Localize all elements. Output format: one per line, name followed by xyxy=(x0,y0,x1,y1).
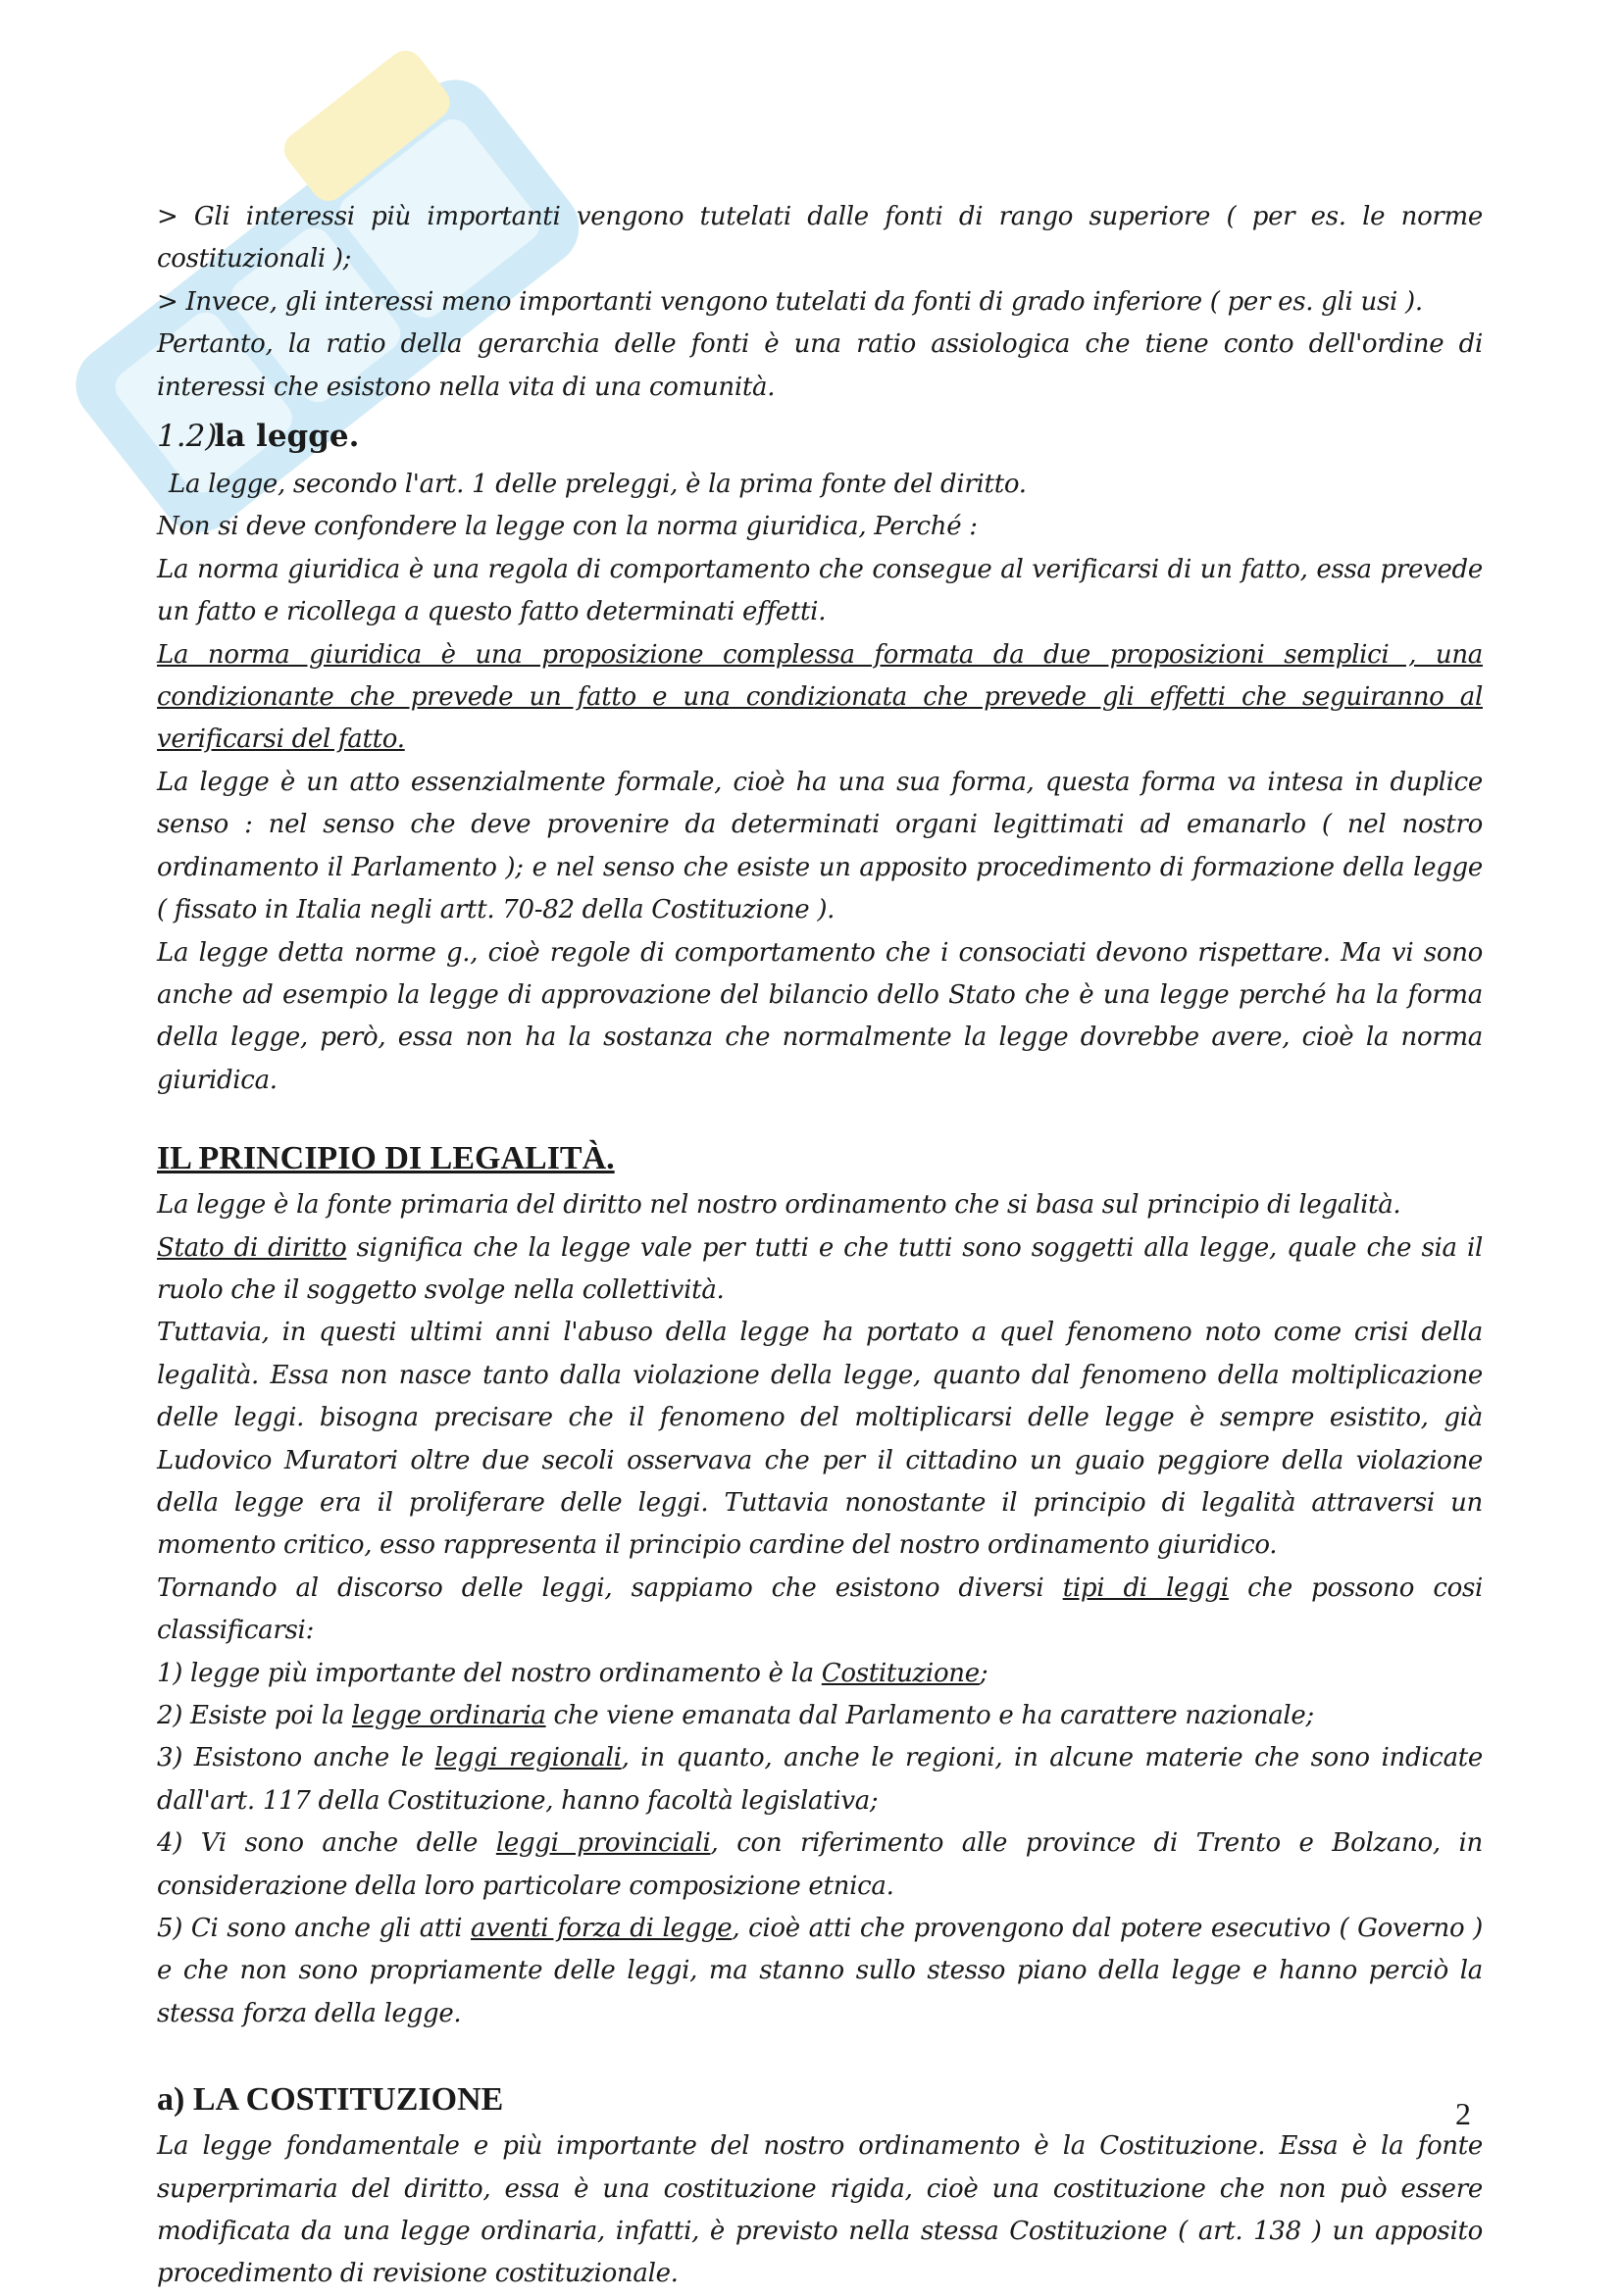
paragraph xyxy=(157,1227,1483,1313)
list-item xyxy=(157,1737,1483,1822)
text-run: ; xyxy=(979,1658,988,1688)
section-heading-legge xyxy=(157,409,1483,464)
list-item xyxy=(157,1695,1483,1737)
underlined-term: Stato di diritto xyxy=(157,1232,347,1263)
paragraph: Non si deve confondere la legge con la norma giuridica, Perché : xyxy=(157,512,978,542)
text-run: , in quanto, anche le regioni, in alcune materie che sono indicate dall'art. 117 della Costituzione, hanno facoltà legislativa; xyxy=(157,1743,1484,1816)
section-title: la legge. xyxy=(214,419,360,455)
section-heading-legalita: IL PRINCIPIO DI LEGALITÀ. xyxy=(157,1140,615,1177)
text-run: 3) Esistono anche le xyxy=(157,1743,435,1773)
paragraph xyxy=(157,1568,1483,1653)
list-item xyxy=(157,1653,1483,1695)
text-run: che possono cosi classificarsi: xyxy=(157,1572,1483,1646)
text-run: significa che la legge vale per tutti e che tutti sono soggetti alla legge, quale che sia il ruolo che il soggetto svolge nella collettività. xyxy=(157,1232,1483,1305)
underlined-term: leggi provinciali xyxy=(495,1828,711,1859)
underlined-text: La norma giuridica è una proposizione complessa formata da due proposizioni semplici , una condizionante che prevede un fatto e una condizionata che prevede gli effetti che seguiranno al verificarsi del fatto. xyxy=(157,639,1483,755)
underlined-term: leggi regionali xyxy=(434,1743,622,1773)
paragraph: Pertanto, la ratio della gerarchia delle fonti è una ratio assiologica che tiene conto dell'ordine di interessi che esistono nella vita di una comunità. xyxy=(157,329,1483,402)
section-heading-costituzione: a) LA COSTITUZIONE xyxy=(157,2081,504,2119)
paragraph: La legge è la fonte primaria del diritto nel nostro ordinamento che si basa sul principio di legalità. xyxy=(157,1190,1401,1221)
underlined-term: legge ordinaria xyxy=(351,1701,546,1730)
paragraph: Tuttavia, in questi ultimi anni l'abuso della legge ha portato a quel fenomeno noto come crisi della legalità. Essa non nasce tanto dalla violazione della legge, quanto dal fenomeno della moltiplicazione delle leggi. bisogna precisare che il fenomeno del moltiplicarsi delle legge è sempre esistito, già Ludovico Muratori oltre due secoli osservava che per il cittadino un guaio peggiore della violazione della legge era il proliferare delle leggi. Tuttavia nonostante il principio di legalità attraversi un momento critico, esso rappresenta il principio cardine del nostro ordinamento giuridico. xyxy=(157,1318,1483,1561)
underlined-term: aventi forza di legge xyxy=(471,1914,733,1944)
paragraph: La norma giuridica è una regola di comportamento che consegue al verificarsi di un fatto, essa prevede un fatto e ricollega a questo fatto determinati effetti. xyxy=(157,554,1483,627)
section-number: 1.2) xyxy=(157,419,218,455)
list-item xyxy=(157,1908,1483,2035)
paragraph-underlined xyxy=(157,634,1483,762)
text-run: 2) Esiste poi la xyxy=(157,1701,352,1730)
text-run: 5) Ci sono anche gli atti xyxy=(157,1914,472,1944)
paragraph: La legge fondamentale e più importante del nostro ordinamento è la Costituzione. Essa è la fonte superprimaria del diritto, essa è una costituzione rigida, cioè una costituzione che non può essere modificata da una legge ordinaria, infatti, è previsto nella stessa Costituzione ( art. 138 ) un apposito procedimento di revisione costituzionale. xyxy=(157,2131,1483,2289)
text-run: Tornando al discorso delle leggi, sappiamo che esistono diversi xyxy=(157,1572,1063,1603)
paragraph: > Gli interessi più importanti vengono tutelati dalle fonti di rango superiore ( per es. le norme costituzionali ); xyxy=(157,202,1483,275)
text-run: 4) Vi sono anche delle xyxy=(157,1828,496,1859)
page-number: 2 xyxy=(1455,2096,1471,2131)
text-run: , cioè atti che provengono dal potere esecutivo ( Governo ) e che non sono propriamente delle leggi, ma stanno sullo stesso piano della legge e hanno perciò la stessa forza della legge. xyxy=(157,1914,1483,2028)
text-run: che viene emanata dal Parlamento e ha carattere nazionale; xyxy=(545,1701,1314,1730)
page-content xyxy=(157,196,1483,2296)
paragraph: La legge detta norme g., cioè regole di comportamento che i consociati devono rispettare. Ma vi sono anche ad esempio la legge di approvazione del bilancio dello Stato che è una legge perché ha la forma della legge, però, essa non ha la sostanza che normalmente la legge dovrebbe avere, cioè la norma giuridica. xyxy=(157,937,1483,1095)
paragraph: > Invece, gli interessi meno importanti vengono tutelati da fonti di grado inferiore ( per es. gli usi ). xyxy=(157,286,1423,317)
text-run: , con riferimento alle province di Trento e Bolzano, in considerazione della loro particolare composizione etnica. xyxy=(157,1828,1483,1901)
paragraph: La legge è un atto essenzialmente formale, cioè ha una sua forma, questa forma va intesa in duplice senso : nel senso che deve provenire da determinati organi legittimati ad emanarlo ( nel nostro ordinamento il Parlamento ); e nel senso che esiste un apposito procedimento di formazione della legge ( fissato in Italia negli artt. 70-82 della Costituzione ). xyxy=(157,767,1483,925)
underlined-term: tipi di leggi xyxy=(1062,1572,1229,1603)
text-run: 1) legge più importante del nostro ordinamento è la xyxy=(157,1658,822,1688)
underlined-term: Costituzione xyxy=(821,1658,980,1688)
watermark-accent-shape xyxy=(278,43,457,208)
paragraph: La legge, secondo l'art. 1 delle preleggi, è la prima fonte del diritto. xyxy=(169,470,1027,500)
list-item xyxy=(157,1822,1483,1908)
